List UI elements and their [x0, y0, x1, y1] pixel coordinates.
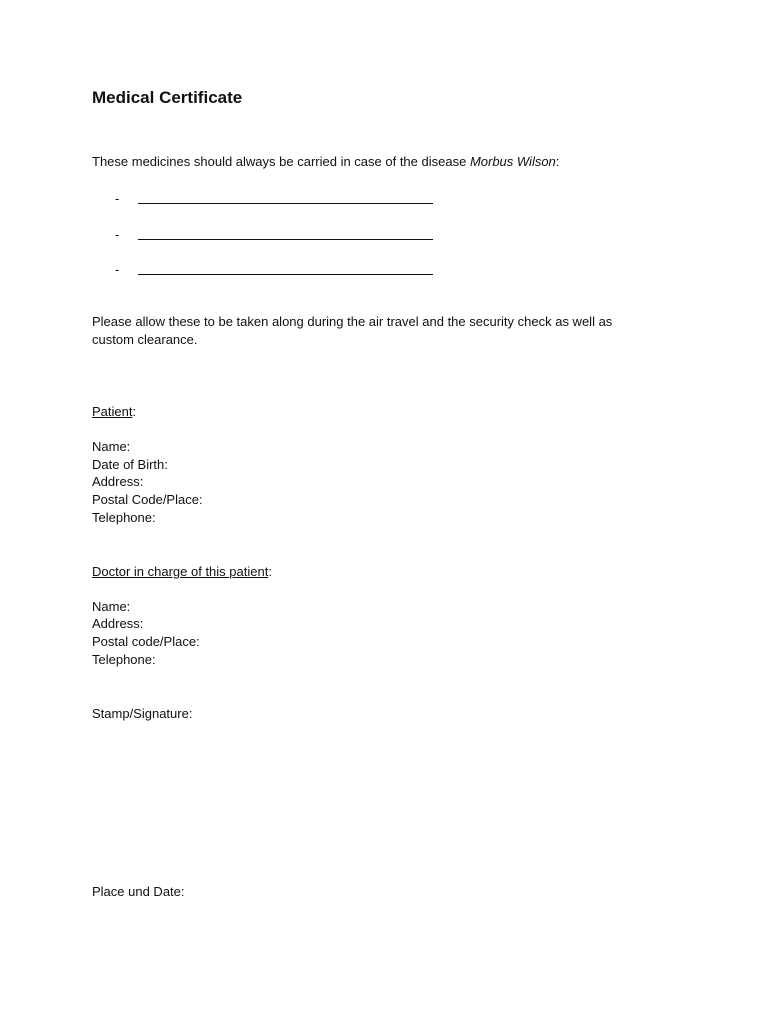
travel-note-line: custom clearance. — [92, 332, 198, 347]
doctor-heading — [92, 563, 272, 581]
medicine-bullet: - — [115, 262, 120, 277]
patient-heading — [92, 403, 136, 421]
medicine-blank-line[interactable] — [138, 239, 433, 240]
stamp-signature-label: Stamp/Signature: — [92, 706, 193, 721]
page-title: Medical Certificate — [92, 88, 243, 107]
patient-heading-colon: : — [132, 404, 137, 419]
medicine-blank-line[interactable] — [138, 203, 433, 204]
medicine-bullet: - — [115, 191, 120, 206]
travel-note-line: Please allow these to be taken along during the air travel and the security check as well as — [92, 314, 613, 329]
doctor-telephone-label: Telephone: — [92, 652, 156, 667]
intro-text — [92, 153, 559, 171]
disease-name: Morbus Wilson — [469, 154, 556, 169]
intro-prefix: These medicines should always be carried in case of the disease — [92, 154, 470, 169]
patient-heading-label: Patient — [92, 404, 133, 419]
doctor-heading-colon: : — [268, 564, 272, 579]
medicine-blank-line[interactable] — [138, 274, 433, 275]
patient-name-label: Name: — [92, 439, 131, 454]
patient-telephone-label: Telephone: — [92, 510, 156, 525]
doctor-heading-label: Doctor in charge of this patient — [92, 564, 269, 579]
doctor-address-label: Address: — [92, 616, 144, 631]
place-date-label: Place und Date: — [92, 884, 185, 899]
patient-address-label: Address: — [92, 474, 144, 489]
intro-suffix: : — [555, 154, 560, 169]
patient-dob-label: Date of Birth: — [92, 457, 168, 472]
doctor-name-label: Name: — [92, 599, 131, 614]
patient-postal-label: Postal Code/Place: — [92, 492, 203, 507]
medicine-bullet: - — [115, 227, 120, 242]
doctor-postal-label: Postal code/Place: — [92, 634, 200, 649]
